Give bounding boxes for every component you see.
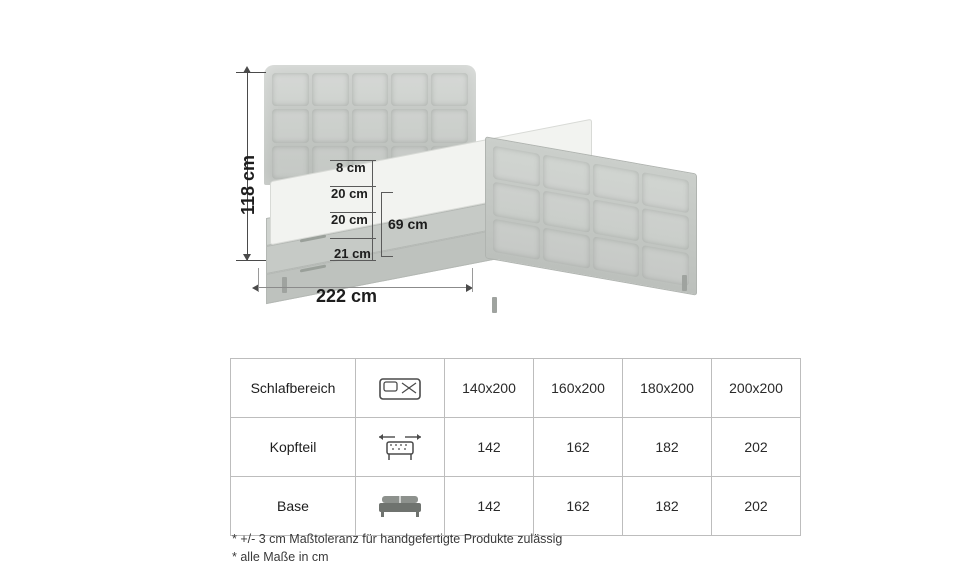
layer-stack-guide	[372, 160, 373, 260]
length-tick-right	[472, 268, 473, 292]
tuft	[543, 191, 590, 233]
tuft	[312, 73, 349, 106]
tuft	[352, 109, 389, 142]
bed-foot	[682, 275, 687, 291]
table-row	[231, 477, 801, 536]
mattress-label: 20 cm	[331, 186, 368, 201]
tuft	[352, 73, 389, 106]
tuft	[493, 182, 540, 224]
tuft	[593, 163, 640, 205]
tuft	[431, 73, 468, 106]
tuft	[272, 109, 309, 142]
footnotes	[232, 530, 562, 566]
tuft	[312, 109, 349, 142]
topper-label: 8 cm	[336, 160, 366, 175]
base-total-tick-bottom	[381, 256, 393, 257]
base-icon	[362, 491, 438, 521]
size-header-200: 200x200	[712, 359, 801, 418]
tuft	[493, 146, 540, 188]
tuft	[593, 200, 640, 242]
mattress-top-icon-cell	[356, 359, 445, 418]
tuft	[493, 218, 540, 260]
length-label: 222 cm	[316, 286, 378, 306]
base-icon-cell	[356, 477, 445, 536]
tuft	[272, 73, 309, 106]
kopfteil-value-160: 162	[534, 418, 623, 477]
base-value-160: 162	[534, 477, 623, 536]
base-total-line	[381, 192, 382, 256]
footboard-graphic	[485, 136, 697, 295]
base-total-label: 69 cm	[388, 216, 428, 232]
footnote-tolerance: * +/- 3 cm Maßtoleranz für handgefertigte Produkte zulässig	[232, 532, 563, 546]
row-label-base: Base	[231, 477, 356, 536]
tuft	[391, 109, 428, 142]
base-value-140: 142	[445, 477, 534, 536]
base-label: 21 cm	[334, 246, 371, 261]
tuft	[642, 208, 689, 250]
spec-table	[230, 358, 801, 536]
height-tick-bottom	[236, 260, 266, 261]
size-header-140: 140x200	[445, 359, 534, 418]
headboard-icon	[362, 431, 438, 463]
length-tick-left	[258, 268, 259, 292]
height-tick-top	[236, 72, 266, 73]
tuft	[431, 109, 468, 142]
table-row	[231, 359, 801, 418]
size-header-160: 160x200	[534, 359, 623, 418]
box-label: 20 cm	[331, 212, 368, 227]
headboard-icon-cell	[356, 418, 445, 477]
base-value-200: 202	[712, 477, 801, 536]
tuft	[391, 73, 428, 106]
base-value-180: 182	[623, 477, 712, 536]
layer-tick-base	[330, 238, 376, 239]
tuft	[642, 172, 689, 214]
kopfteil-value-140: 142	[445, 418, 534, 477]
mattress-top-icon	[362, 373, 438, 403]
tuft	[593, 236, 640, 278]
tuft	[543, 227, 590, 269]
base-total-tick-top	[381, 192, 393, 193]
table-row	[231, 418, 801, 477]
kopfteil-value-200: 202	[712, 418, 801, 477]
size-header-180: 180x200	[623, 359, 712, 418]
bed-foot	[282, 277, 287, 293]
height-label: 118 cm	[238, 154, 258, 215]
kopfteil-value-180: 182	[623, 418, 712, 477]
row-label-kopfteil: Kopfteil	[231, 418, 356, 477]
footboard-tufting	[493, 146, 689, 287]
footnote-units: * alle Maße in cm	[232, 550, 329, 565]
row-label-schlafbereich: Schlafbereich	[231, 359, 356, 418]
tuft	[543, 154, 590, 196]
bed-foot	[492, 297, 497, 313]
bed-illustration	[230, 45, 750, 325]
